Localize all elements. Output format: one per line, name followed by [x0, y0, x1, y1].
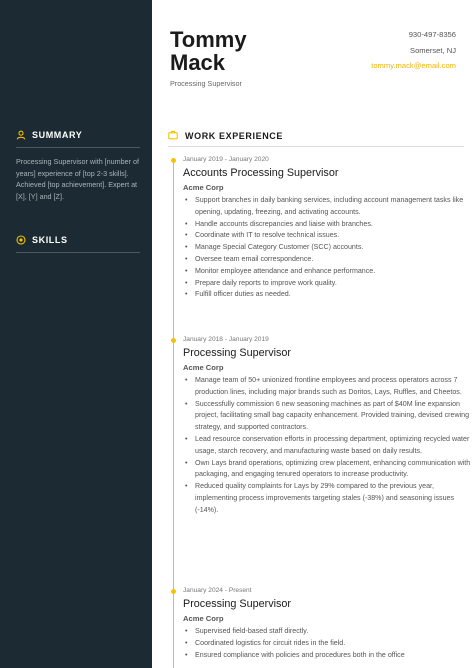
- bullet-item: • Ensured compliance with policies and procedures both in the office: [183, 650, 473, 662]
- location: Somerset, NJ: [410, 46, 456, 55]
- timeline-dot: [171, 158, 176, 163]
- bullet-item: • Supervised field-based staff directly.: [183, 626, 473, 638]
- bullet-item: • Manage Special Category Customer (SCC) accounts.: [183, 242, 473, 254]
- email-link[interactable]: tommy.mack@email.com: [371, 61, 456, 70]
- work-divider: [168, 146, 464, 147]
- job-title: Processing Supervisor: [183, 598, 292, 610]
- work-experience-heading: [168, 130, 283, 142]
- skills-section: [16, 235, 140, 253]
- skills-heading: [16, 235, 140, 245]
- phone: 930-497-8356: [408, 30, 456, 39]
- bullet-item: • Lead resource conservation efforts in processing department, optimizing recycled water usage, starch recovery, and manufacturing waste based on daily results.: [183, 434, 473, 458]
- first-name: Tommy: [170, 27, 247, 52]
- bullet-item: • Coordinated logistics for circuit rides in the field.: [183, 638, 473, 650]
- company-name: Acme Corp: [183, 183, 224, 192]
- job-bullets: [183, 626, 473, 661]
- job-entry: [183, 156, 473, 301]
- skills-heading-label: SKILLS: [32, 235, 68, 245]
- summary-text: Processing Supervisor with [number of years] experience of [top 2-3 skills]. Achieved [top achievement]. Expert at [X], [Y] and [Z].: [16, 157, 140, 201]
- bullet-item: • Successfully commission 6 new seasoning machines as part of $40M line expansion project, facilitating small bag capacity enhancement. Provided training, devised crewing strategy, and supported contractors.: [183, 399, 473, 434]
- target-icon: [16, 235, 26, 245]
- bullet-item: • Handle accounts discrepancies and liaise with branches.: [183, 219, 473, 231]
- job-dates: January 2024 - Present: [183, 587, 252, 594]
- job-title: Processing Supervisor: [183, 347, 292, 359]
- bullet-item: • Support branches in daily banking services, including account management tasks like opening, updating, freezing, and activating accounts.: [183, 195, 473, 219]
- briefcase-icon: [168, 130, 178, 142]
- bullet-item: • Prepare daily reports to improve work quality.: [183, 278, 473, 290]
- bullet-item: • Monitor employee attendance and enhance performance.: [183, 266, 473, 278]
- job-entry: [183, 587, 473, 661]
- bullet-item: • Coordinate with IT to resolve technical issues.: [183, 230, 473, 242]
- company-name: Acme Corp: [183, 363, 224, 372]
- work-heading-label: WORK EXPERIENCE: [185, 131, 284, 141]
- summary-heading-label: SUMMARY: [32, 130, 83, 140]
- job-role: Processing Supervisor: [170, 79, 242, 88]
- bullet-item: • Fulfill officer duties as needed.: [183, 289, 473, 301]
- candidate-name: [170, 28, 300, 74]
- bullet-item: • Reduced quality complaints for Lays by 29% compared to the previous year, implementing process improvements targeting stales (-38%) and seasoning issues (-14%).: [183, 481, 473, 516]
- timeline-dot: [171, 338, 176, 343]
- job-entry: [183, 336, 473, 517]
- bullet-item: • Manage team of 50+ unionized frontline employees and process operators across 7 production lines, including major brands such as Doritos, Lays, Ruffles, and Cheetos.: [183, 375, 473, 399]
- last-name: Mack: [170, 50, 226, 75]
- timeline-dot: [171, 589, 176, 594]
- job-title: Accounts Processing Supervisor: [183, 167, 339, 179]
- job-dates: January 2018 - January 2019: [183, 336, 269, 343]
- summary-section: [16, 130, 140, 202]
- job-bullets: [183, 195, 473, 301]
- summary-heading: [16, 130, 140, 140]
- bullet-item: • Oversee team email correspondence.: [183, 254, 473, 266]
- bullet-item: • Own Lays brand operations, optimizing crew placement, enhancing communication with packaging, and engaging tenured operators to increase productivity.: [183, 458, 473, 482]
- main-column: [152, 0, 474, 668]
- job-dates: January 2019 - January 2020: [183, 156, 269, 163]
- user-icon: [16, 130, 26, 140]
- summary-divider: [16, 147, 140, 148]
- company-name: Acme Corp: [183, 614, 224, 623]
- sidebar: [0, 0, 152, 668]
- skills-divider: [16, 252, 140, 253]
- job-bullets: [183, 375, 473, 517]
